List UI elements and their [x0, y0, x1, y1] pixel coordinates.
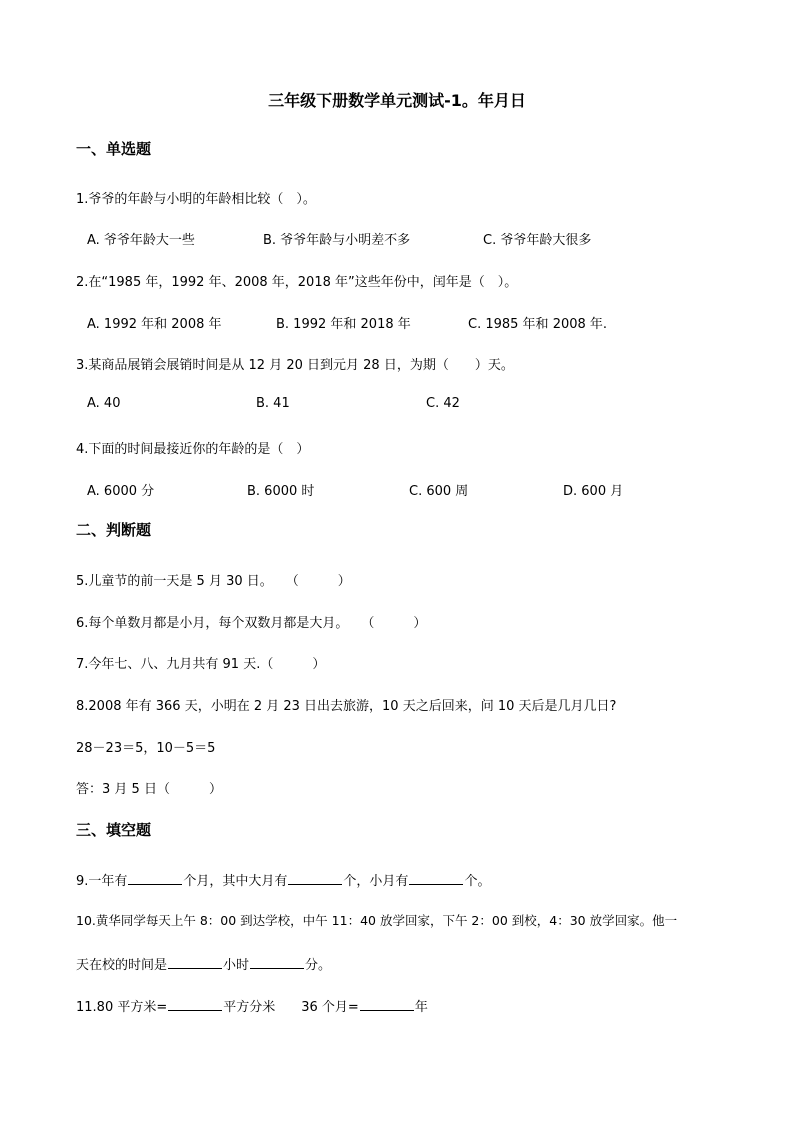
question-4-option-c: C. 600 周	[409, 484, 469, 499]
section-heading-true-false: 二、判断题	[76, 521, 152, 539]
answer-blank[interactable]	[288, 872, 342, 885]
question-10-text-3: 分。	[305, 958, 332, 973]
question-6: 6.每个单数月都是小月，每个双数月都是大月。 （ ）	[76, 616, 427, 631]
question-11-text-1: 11.80 平方米=	[76, 1000, 168, 1015]
question-2-option-b: B. 1992 年和 2018 年	[276, 317, 411, 332]
question-3: 3.某商品展销会展销时间是从 12 月 20 日到元月 28 日，为期（ ）天。	[76, 358, 514, 373]
question-11	[76, 996, 428, 1015]
answer-blank[interactable]	[409, 872, 463, 885]
question-9-text-3: 个，小月有	[343, 874, 409, 889]
question-1-option-a: A. 爷爷年龄大一些	[87, 233, 195, 248]
answer-blank[interactable]	[250, 956, 304, 969]
question-7: 7.今年七、八、九月共有 91 天.（ ）	[76, 657, 326, 672]
question-1: 1.爷爷的年龄与小明的年龄相比较（ ）。	[76, 192, 316, 207]
question-4-option-a: A. 6000 分	[87, 484, 155, 499]
question-10-line-1: 10.黄华同学每天上午 8：00 到达学校，中午 11：40 放学回家，下午 2：00 到校，4：30 放学回家。他一	[76, 913, 678, 928]
question-10-text-2: 小时	[223, 958, 250, 973]
question-10-line-2	[76, 954, 331, 973]
section-heading-fill-in: 三、填空题	[76, 821, 152, 839]
answer-blank[interactable]	[168, 998, 222, 1011]
section-heading-single-choice: 一、单选题	[76, 140, 152, 158]
question-9	[76, 870, 490, 889]
question-3-option-c: C. 42	[426, 396, 460, 411]
question-1-option-b: B. 爷爷年龄与小明差不多	[263, 233, 411, 248]
question-9-text-2: 个月，其中大月有	[183, 874, 288, 889]
question-9-text-1: 9.一年有	[76, 874, 128, 889]
question-2: 2.在“1985 年，1992 年、2008 年，2018 年”这些年份中，闰年是（ ）。	[76, 275, 518, 290]
question-8-calculation: 28－23＝5，10－5＝5	[76, 741, 216, 756]
question-9-text-4: 个。	[464, 874, 491, 889]
question-8: 8.2008 年有 366 天，小明在 2 月 23 日出去旅游，10 天之后回来，问 10 天后是几月几日?	[76, 699, 617, 714]
answer-blank[interactable]	[128, 872, 182, 885]
question-1-option-c: C. 爷爷年龄大很多	[483, 233, 592, 248]
question-2-option-a: A. 1992 年和 2008 年	[87, 317, 222, 332]
question-4-option-b: B. 6000 时	[247, 484, 315, 499]
question-4: 4.下面的时间最接近你的年龄的是（ ）	[76, 442, 310, 457]
question-11-text-3: 年	[414, 1000, 428, 1015]
question-11-text-2: 平方分米 36 个月=	[223, 1000, 359, 1015]
question-3-option-b: B. 41	[256, 396, 290, 411]
answer-blank[interactable]	[168, 956, 222, 969]
question-10-text-1: 天在校的时间是	[76, 958, 168, 973]
page-title: 三年级下册数学单元测试-1。年月日	[268, 91, 526, 110]
question-8-answer: 答：3 月 5 日（ ）	[76, 782, 222, 797]
question-5: 5.儿童节的前一天是 5 月 30 日。 （ ）	[76, 574, 351, 589]
question-3-option-a: A. 40	[87, 396, 121, 411]
answer-blank[interactable]	[360, 998, 414, 1011]
question-4-option-d: D. 600 月	[563, 484, 624, 499]
question-2-option-c: C. 1985 年和 2008 年.	[468, 317, 608, 332]
